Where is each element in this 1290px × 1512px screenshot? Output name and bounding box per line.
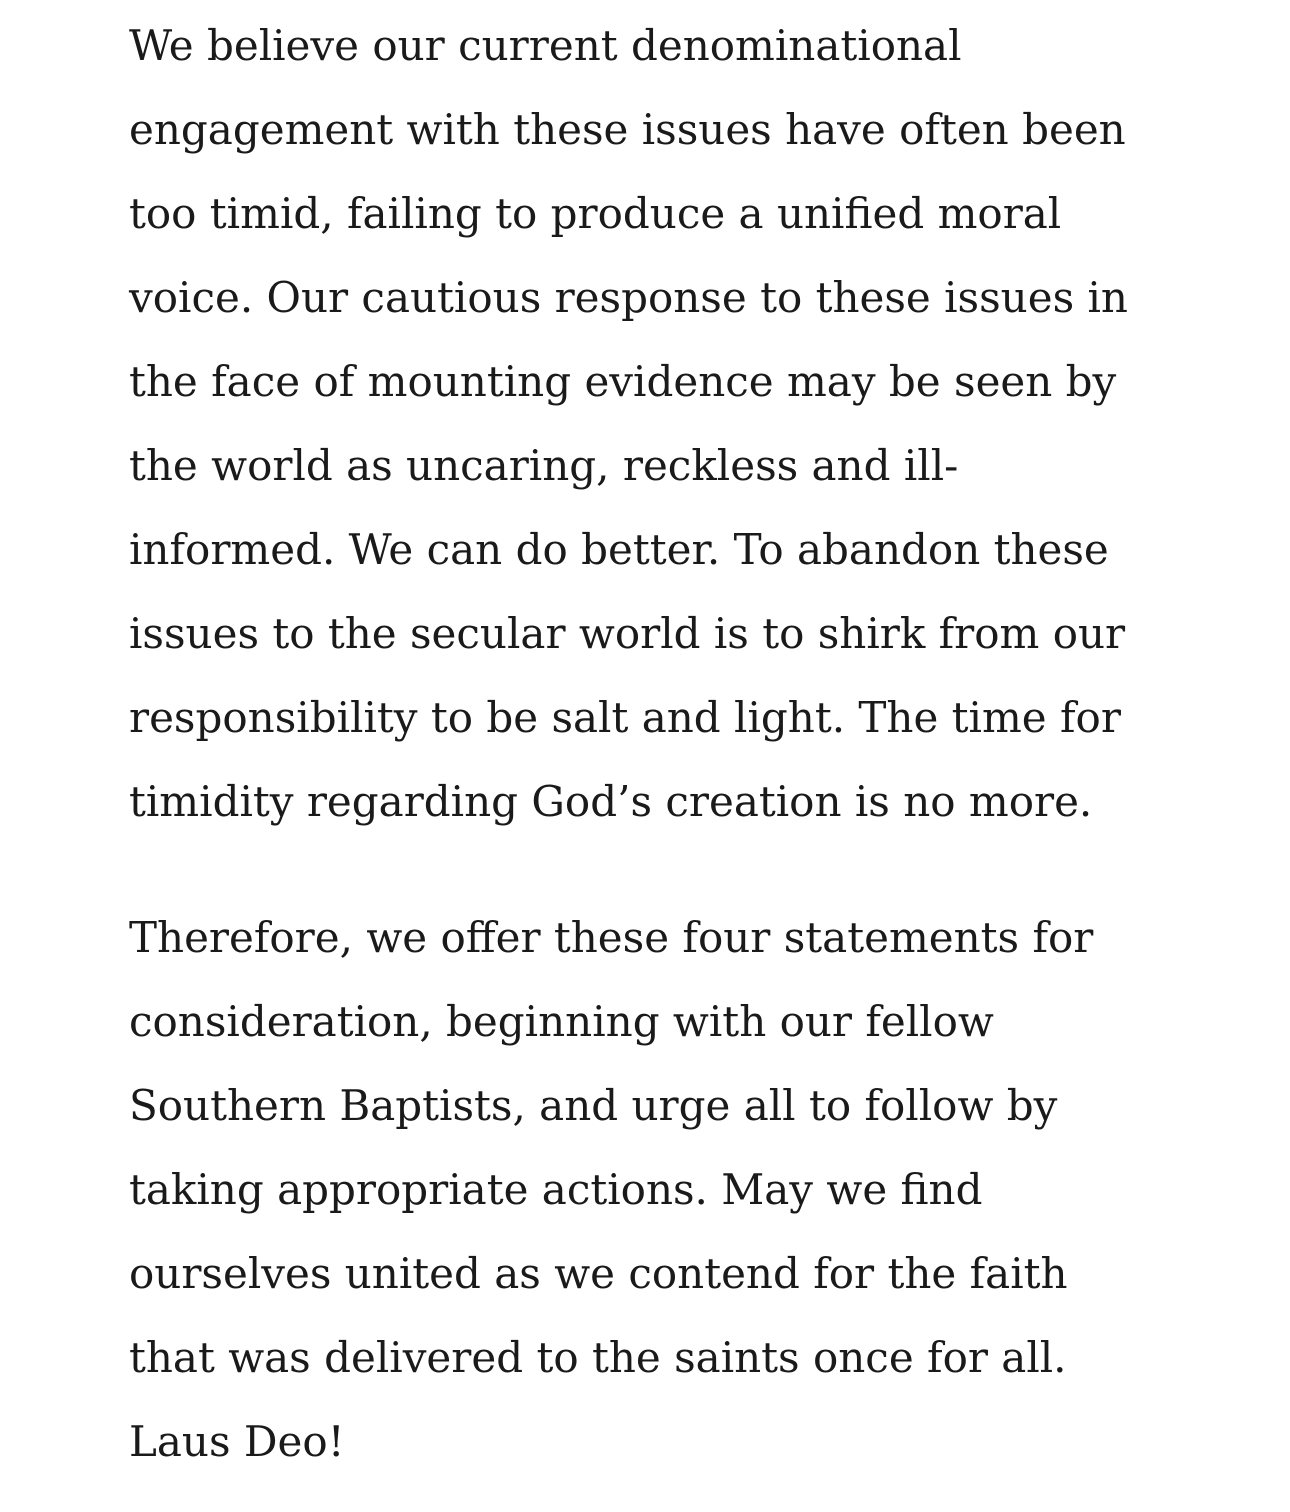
text-line: consideration, beginning with our fellow: [129, 997, 994, 1046]
text-line: too timid, failing to produce a unified moral: [129, 189, 1062, 238]
text-line: Therefore, we offer these four statements for: [129, 913, 1094, 962]
text-line: ourselves united as we contend for the faith: [129, 1249, 1068, 1298]
paragraph-1: [129, 0, 1189, 844]
text-line: informed. We can do better. To abandon these: [129, 525, 1109, 574]
text-line: Southern Baptists, and urge all to follow by: [129, 1081, 1058, 1130]
text-line: taking appropriate actions. May we find: [129, 1165, 983, 1214]
article-body: [129, 0, 1189, 1484]
text-line: We believe our current denominational: [129, 21, 962, 70]
text-line: Laus Deo!: [129, 1417, 345, 1466]
text-line: voice. Our cautious response to these issues in: [129, 273, 1128, 322]
text-line: issues to the secular world is to shirk from our: [129, 609, 1126, 658]
text-line: responsibility to be salt and light. The time for: [129, 693, 1121, 742]
text-line: the face of mounting evidence may be seen by: [129, 357, 1117, 406]
text-line: engagement with these issues have often been: [129, 105, 1126, 154]
text-line: that was delivered to the saints once for all.: [129, 1333, 1067, 1382]
paragraph-2: [129, 896, 1189, 1484]
text-line: the world as uncaring, reckless and ill-: [129, 441, 959, 490]
text-line: timidity regarding God’s creation is no more.: [129, 777, 1093, 826]
